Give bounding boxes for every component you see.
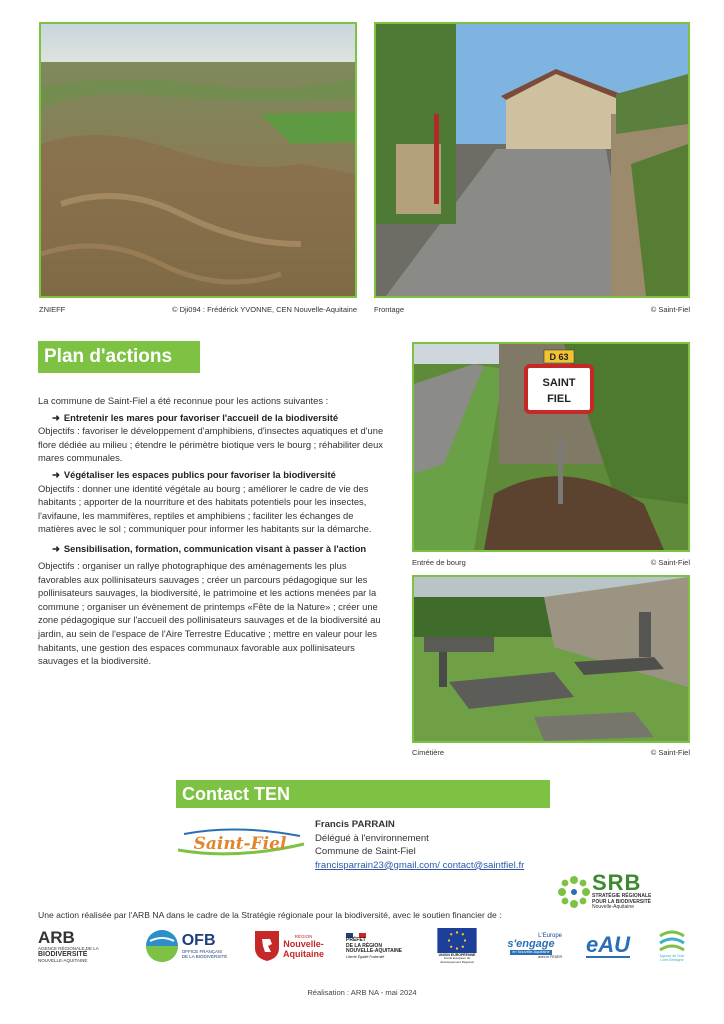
plan-title: Plan d'actions [38, 341, 200, 373]
town-sign-image [414, 344, 688, 550]
credit-line: Réalisation : ARB NA - mai 2024 [307, 988, 417, 997]
caption-cimetiere: Cimétière [412, 748, 445, 757]
plan-intro: La commune de Saint-Fiel a été reconnue pour les actions suivantes : [38, 395, 329, 406]
ofb-globe-icon [145, 929, 179, 963]
arrow-right-icon: ➜ [52, 542, 60, 554]
region-nouvelle-aquitaine-logo: RÉGION Nouvelle- Aquitaine [250, 928, 328, 964]
sign-line-2: FIEL [547, 393, 571, 405]
caption-entree: Entrée de bourg [412, 558, 466, 567]
village-street-image [376, 24, 688, 296]
contact-name: Francis PARRAIN [315, 819, 395, 830]
credit-entree: © Saint-Fiel [650, 558, 690, 567]
contact-title: Contact TEN [176, 780, 550, 808]
prefet-logo: PRÉFET DE LA RÉGION NOUVELLE-AQUITAINE Liberté Égalité Fraternité [346, 928, 416, 964]
action-3-body: Objectifs : organiser un rallye photographique des aménagements les plus favorables aux pollinisateurs sauvages ; créer un parcours pédagogique sur les pollinisateurs sauvages, la biodiversité, le patrimoine et les actions menées par la commune ; organiser un évènement de printemps «Fête de la Nature» ; créer une zone pédagogique sur l'accueil des pollinisateurs sauvages et de la biodiversité au jardin, au sein de l'espace de l'Aire Terrestre Educative ; mettre en valeur pour les habitants, une gestion des espaces communaux favorable aux pollinisateurs sauvages et la biodiversité. [38, 559, 381, 667]
landscape-image [41, 24, 355, 296]
caption-frontage: Frontage [374, 305, 405, 314]
lion-shield-icon [254, 930, 280, 962]
europe-sengage-logo: L'Europe s'engage en Nouvelle-Aquitaine avec le FEDER [507, 933, 562, 959]
action-1-heading: ➜ Entretenir les mares pour favoriser l'accueil de la biodiversité [52, 411, 339, 423]
action-2-heading: ➜ Végétaliser les espaces publics pour favoriser la biodiversité [52, 468, 336, 480]
arrow-right-icon: ➜ [52, 411, 60, 423]
funding-text: Une action réalisée par l'ARB NA dans le cadre de la Stratégie régionale pour la biodiversité, avec le soutien financier de : [38, 910, 502, 920]
credit-frontage: © Saint-Fiel [650, 305, 690, 314]
caption-znieff: ZNIEFF [39, 305, 66, 314]
plan-body [38, 394, 388, 668]
arb-logo: ARB AGENCE RÉGIONALE DE LA BIODIVERSITÉ NOUVELLE-AQUITAINE [38, 927, 99, 963]
agence-eau-logo: Agence de l'eau Loire-Bretagne [656, 928, 688, 964]
cemetery-image [414, 577, 688, 741]
road-code-text: D 63 [549, 352, 569, 362]
svg-text:Saint-Fiel: Saint-Fiel [193, 834, 287, 854]
contact-role: Délégué à l'environnement [315, 832, 429, 844]
water-wave-icon [658, 930, 686, 954]
contact-email-link[interactable]: francisparrain23@gmail.com/ contact@saintfiel.fr [315, 859, 525, 871]
sign-line-1: SAINT [542, 377, 576, 389]
eu-flag-icon [435, 928, 479, 953]
eau-logo: eAU [585, 932, 630, 957]
ofb-logo: OFB OFFICE FRANÇAIS DE LA BIODIVERSITÉ [140, 928, 232, 964]
eu-logo: UNION EUROPÉENNE Fonds Européen de développement Régional [432, 928, 482, 964]
photo-cimetiere [412, 575, 690, 743]
photo-frontage [374, 22, 690, 298]
action-1-body: Objectifs : favoriser le développement d'amphibiens, d'insectes aquatiques et d'une flore dédiée au milieu ; étendre le périmètre biotique vers le bourg ; réhabiliter deux mares communales. [38, 425, 384, 464]
srb-leaf-icon [556, 874, 592, 910]
action-3-heading: ➜ Sensibilisation, formation, communication visant à passer à l'action [52, 542, 367, 554]
srb-logo: SRB STRATÉGIE RÉGIONALE POUR LA BIODIVERSITÉ Nouvelle-Aquitaine [556, 870, 666, 912]
credit-cimetiere: © Saint-Fiel [650, 748, 690, 757]
photo-znieff [39, 22, 357, 298]
photo-entree-de-bourg [412, 342, 690, 552]
contact-details [315, 818, 524, 872]
contact-commune: Commune de Saint-Fiel [315, 846, 416, 858]
credit-znieff: © Dji094 : Frédérick YVONNE, CEN Nouvelle-Aquitaine [171, 305, 357, 314]
saint-fiel-logo [176, 826, 306, 860]
arrow-right-icon: ➜ [52, 468, 60, 480]
action-2-body: Objectifs : donner une identité végétale au bourg ; améliorer le cadre de vie des habitants ; apporter de la nourriture et des habitats potentiels pour les insectes, l'avifaune, les mammifères, reptiles et amphibiens ; faciliter les échanges de matières avec le sol ; communiquer pour informer les habitants sur la démarche. [38, 482, 372, 535]
